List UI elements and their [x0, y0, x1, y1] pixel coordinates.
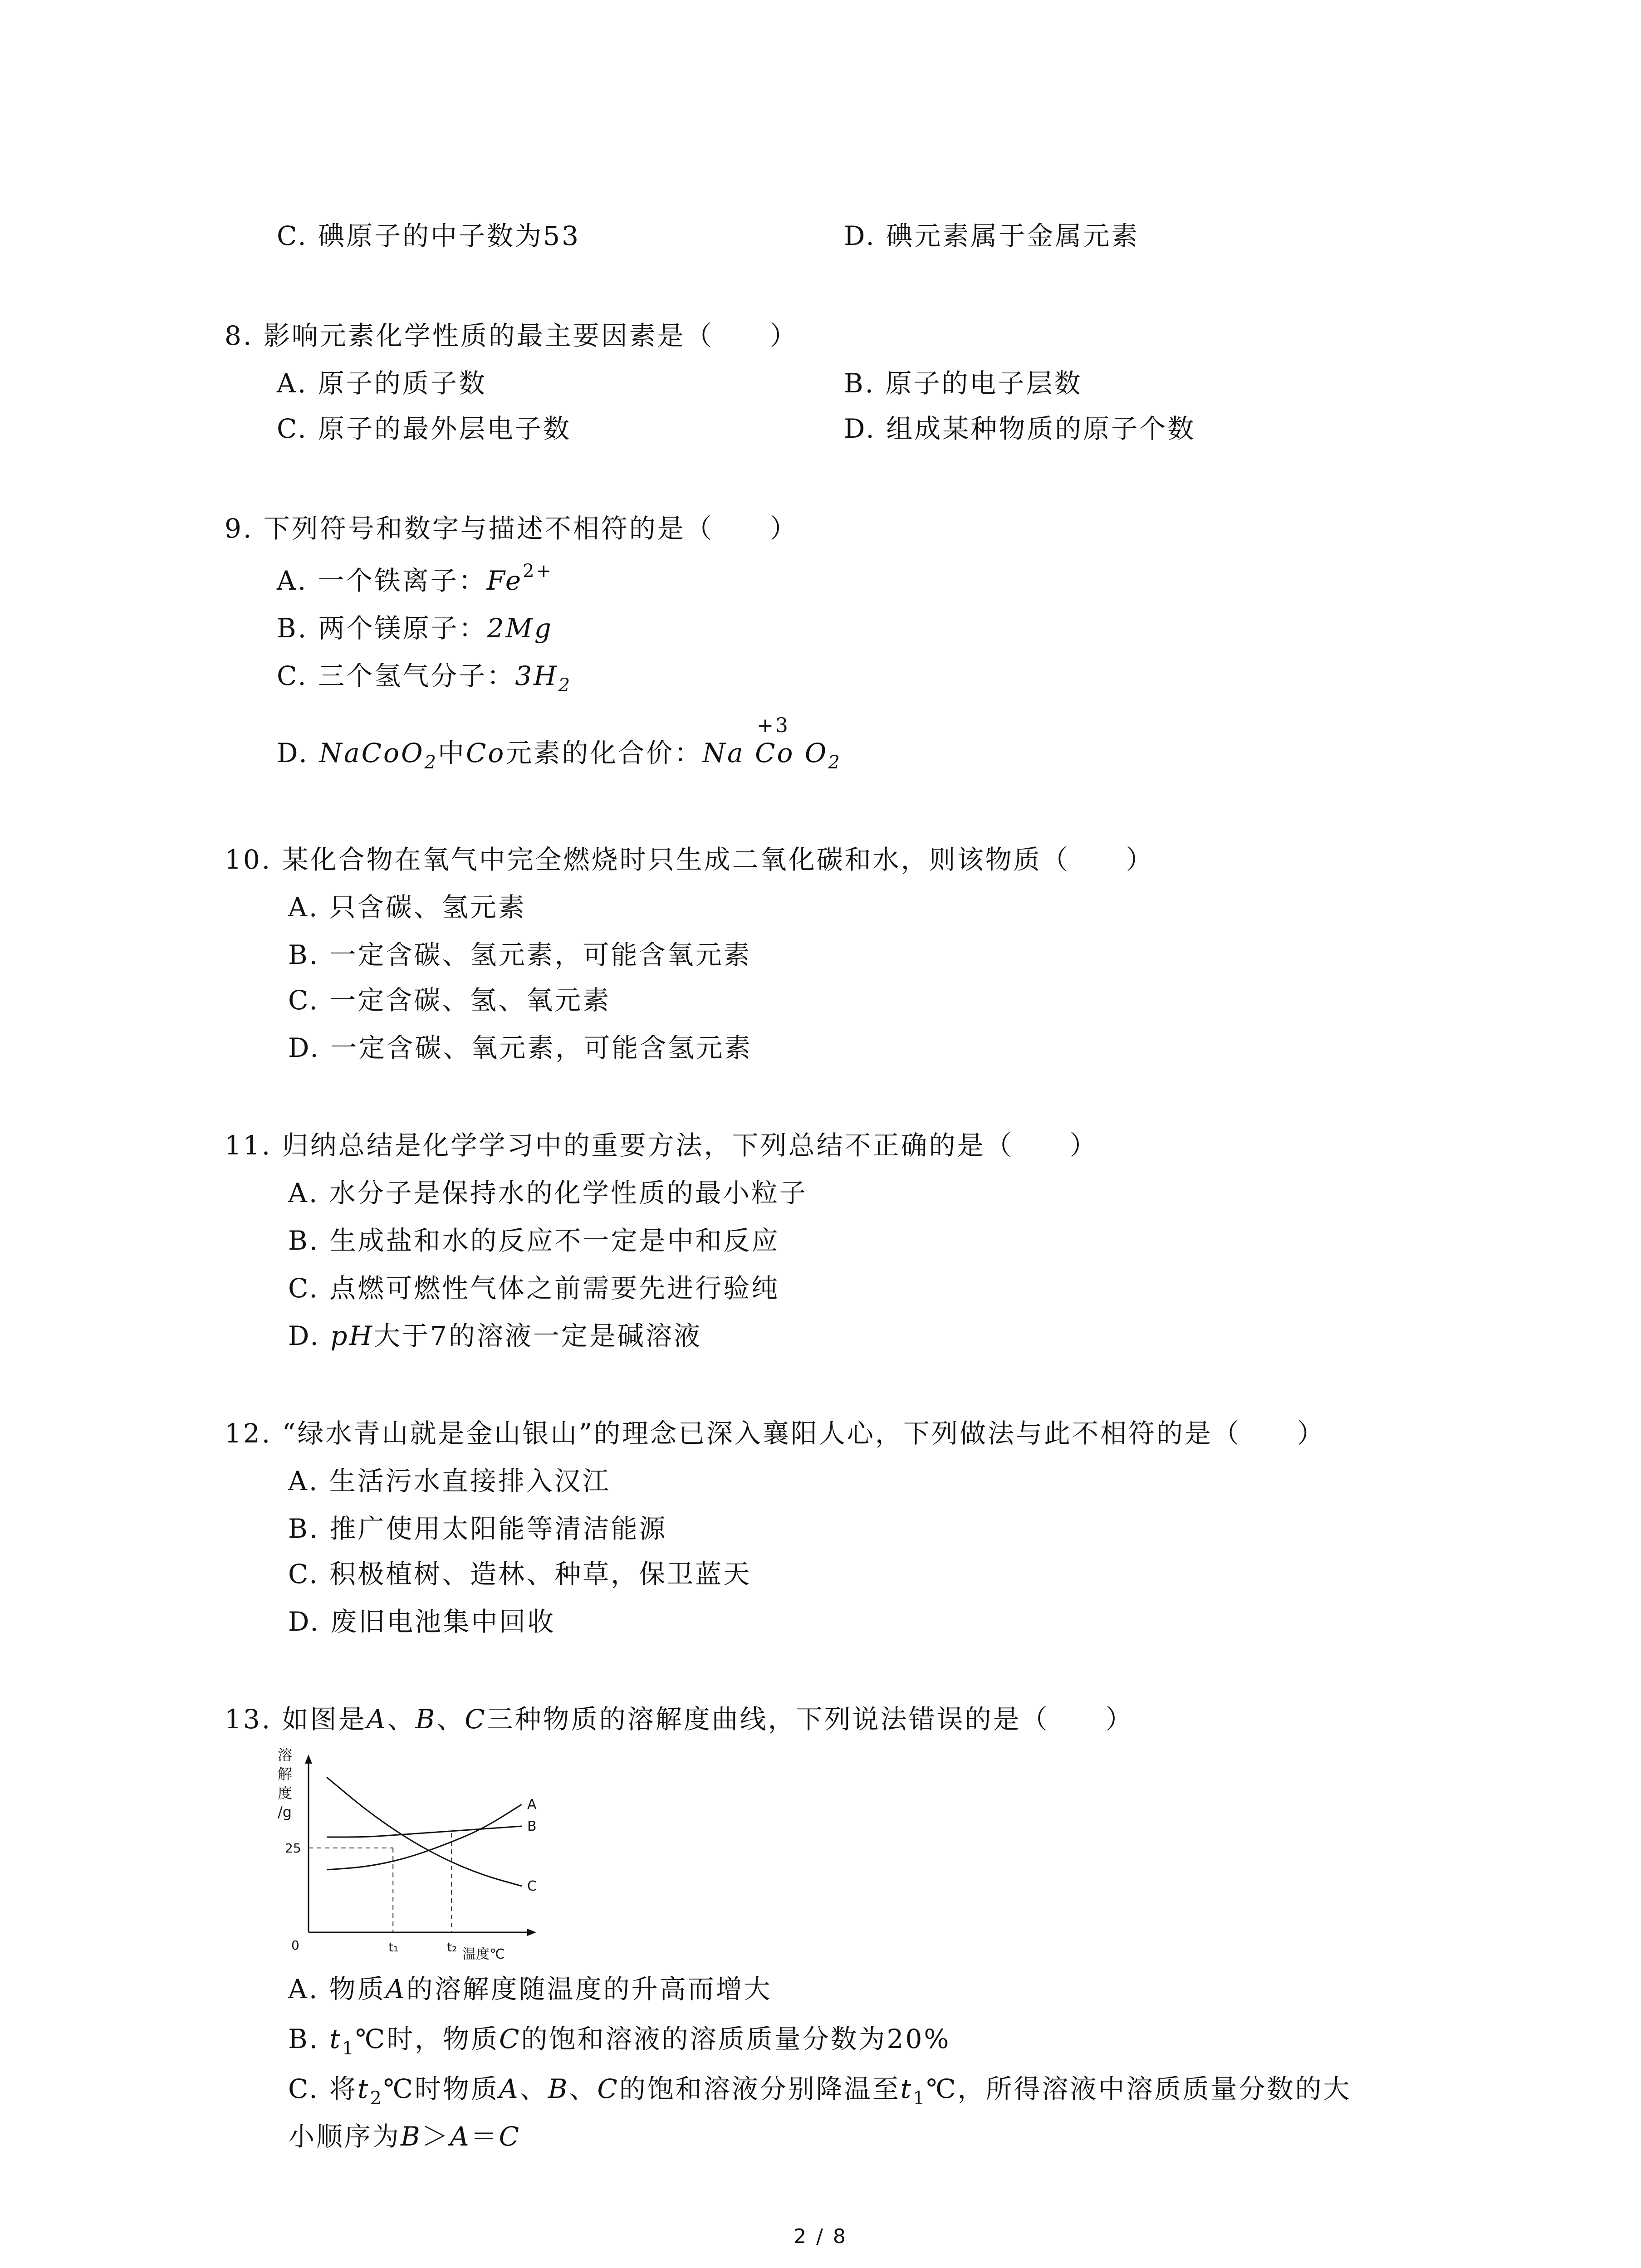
x-tick-label-2: t₂ [447, 1940, 457, 1955]
q11-option-d: D. pH大于7的溶液一定是碱溶液 [288, 1320, 702, 1351]
chart-series-group [309, 1777, 522, 1932]
q11-option-c: C. 点燃可燃性气体之前需要先进行验纯 [288, 1273, 780, 1304]
q13-stem: 13. 如图是A、B、C三种物质的溶解度曲线，下列说法错误的是（ ） [225, 1704, 1134, 1735]
q13-option-a: A. 物质A的溶解度随温度的升高而增大 [288, 1974, 772, 2004]
y-axis-label-2: 度 [278, 1784, 293, 1802]
q9-option-a: A. 一个铁离子：$Fe^{2+}$ [277, 561, 554, 596]
chart-labels-group [278, 1746, 537, 1962]
x-axis-arrow [527, 1929, 536, 1936]
q11-option-b: B. 生成盐和水的反应不一定是中和反应 [288, 1225, 780, 1256]
q7-option-c: C. 碘原子的中子数为53 [277, 220, 580, 251]
series-label-a: A [527, 1797, 537, 1813]
q12-option-a: A. 生活污水直接排入汉江 [288, 1466, 611, 1496]
q11-stem: 11. 归纳总结是化学学习中的重要方法，下列总结不正确的是（ ） [225, 1130, 1098, 1161]
y-axis-label-3: /g [278, 1804, 292, 1821]
q10-option-b: B. 一定含碳、氢元素，可能含氧元素 [288, 939, 752, 970]
q12-stem: 12. “绿水青山就是金山银山”的理念已深入襄阳人心，下列做法与此不相符的是（ ） [225, 1418, 1325, 1449]
series-label-b: B [527, 1818, 537, 1834]
q12-option-c: C. 积极植树、造林、种草，保卫蓝天 [288, 1559, 752, 1589]
q10-option-a: A. 只含碳、氢元素 [288, 892, 526, 923]
q8-option-b: B. 原子的电子层数 [844, 368, 1083, 399]
q12-option-b: B. 推广使用太阳能等清洁能源 [288, 1513, 667, 1544]
solubility-chart [277, 1742, 549, 1969]
q9-option-d: D. NaCoO$_2$中Co元素的化合价：Na +3 Co $O_2$ [277, 714, 842, 773]
q10-option-d: D. 一定含碳、氧元素，可能含氢元素 [288, 1032, 753, 1063]
q11-option-a: A. 水分子是保持水的化学性质的最小粒子 [288, 1178, 808, 1208]
y-axis-label-1: 解 [278, 1765, 293, 1783]
q8-option-d: D. 组成某种物质的原子个数 [844, 413, 1196, 444]
origin-label: 0 [291, 1938, 299, 1953]
y-axis-arrow [305, 1755, 312, 1764]
q9-option-b: B. 两个镁原子：2Mg [277, 613, 553, 644]
q10-option-c: C. 一定含碳、氢、氧元素 [288, 985, 611, 1016]
q9-option-c: C. 三个氢气分子：$3H_2$ [277, 660, 572, 696]
q13-option-c: C. 将$t_2℃$时物质A、B、C的饱和溶液分别降温至$t_1℃$，所得溶液中溶质质量分数的大 [288, 2073, 1352, 2109]
x-axis-label: 温度℃ [462, 1946, 505, 1962]
q9-stem: 9. 下列符号和数字与描述不相符的是（ ） [225, 513, 798, 544]
curve-b [327, 1826, 522, 1837]
x-tick-label-1: t₁ [388, 1940, 399, 1955]
q13-option-b: B. $t_1℃$时，物质C的饱和溶液的溶质质量分数为20% [288, 2024, 951, 2059]
series-label-c: C [527, 1878, 537, 1894]
q8-stem: 8. 影响元素化学性质的最主要因素是（ ） [225, 320, 798, 351]
q10-stem: 10. 某化合物在氧气中完全燃烧时只生成二氧化碳和水，则该物质（ ） [225, 844, 1154, 875]
q12-option-d: D. 废旧电池集中回收 [288, 1606, 556, 1637]
y-axis-label-0: 溶 [278, 1746, 293, 1764]
y-tick-label: 25 [285, 1841, 301, 1856]
valence-marker: +3 Co [755, 714, 795, 768]
page-number: 2 / 8 [794, 2225, 847, 2248]
curve-c [327, 1777, 522, 1886]
q13-option-c-continued: 小顺序为B＞A＝C [288, 2121, 521, 2152]
q8-option-a: A. 原子的质子数 [277, 368, 487, 399]
q8-option-c: C. 原子的最外层电子数 [277, 413, 572, 444]
q7-option-d: D. 碘元素属于金属元素 [844, 220, 1140, 251]
